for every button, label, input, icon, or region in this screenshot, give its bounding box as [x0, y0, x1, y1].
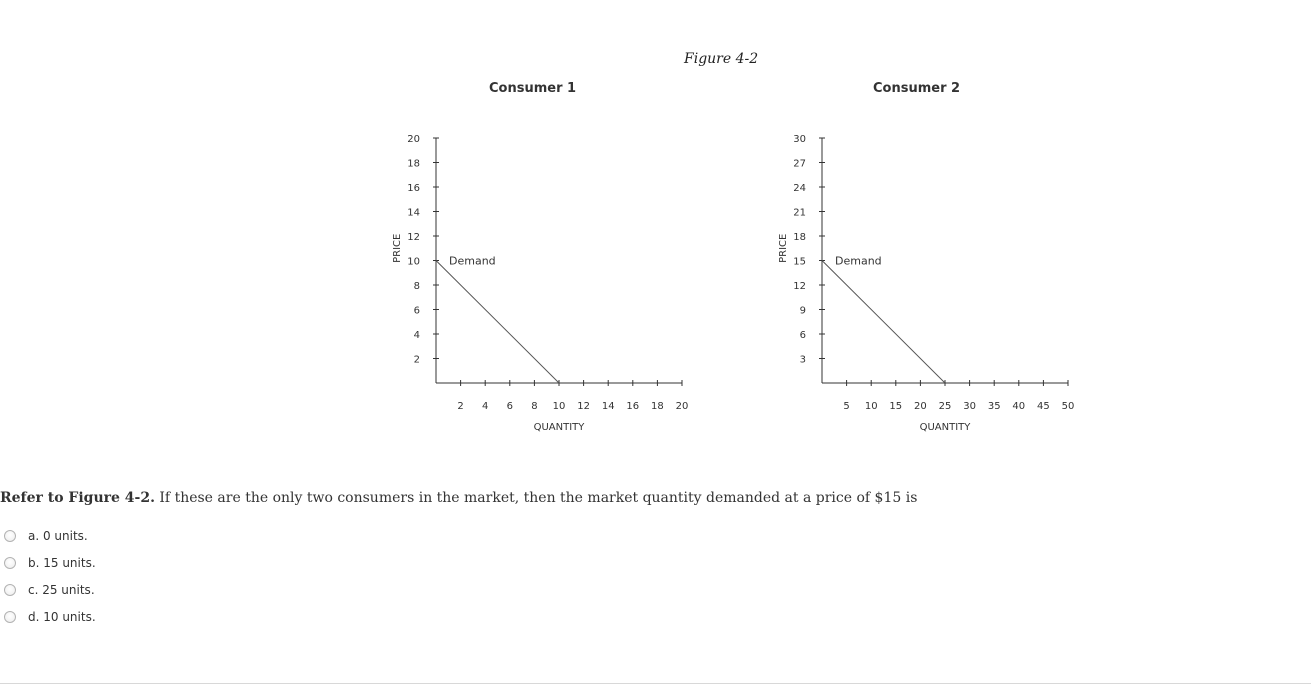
y-tick-label: 24	[793, 183, 806, 194]
demand-curve-label: Demand	[449, 254, 496, 268]
x-tick-label: 5	[843, 401, 850, 412]
x-axis-label: QUANTITY	[533, 422, 585, 433]
y-tick-label: 15	[793, 256, 806, 268]
radio-button-a[interactable]	[4, 530, 16, 542]
x-tick-label: 8	[531, 401, 538, 412]
question-figure-reference: Refer to Figure 4-2.	[0, 490, 155, 506]
x-tick-label: 20	[914, 401, 927, 412]
x-tick-label: 30	[963, 401, 976, 412]
x-tick-label: 35	[987, 401, 1001, 412]
footer-divider	[0, 683, 1311, 684]
y-tick-label: 20	[407, 134, 420, 145]
x-tick-label: 2	[457, 401, 464, 412]
x-tick-label: 14	[601, 401, 615, 412]
y-tick-label: 6	[799, 330, 806, 341]
x-tick-label: 4	[482, 401, 489, 412]
y-tick-label: 2	[413, 354, 420, 366]
y-tick-label: 6	[413, 305, 420, 317]
y-tick-label: 18	[793, 232, 806, 243]
y-tick-label: 16	[407, 183, 420, 194]
y-tick-label: 3	[799, 354, 806, 366]
x-tick-label: 16	[626, 401, 640, 412]
radio-button-b[interactable]	[4, 557, 16, 569]
demand-curve	[822, 261, 945, 384]
option-d-label: d. 10 units.	[28, 609, 96, 624]
x-tick-label: 10	[552, 401, 566, 412]
x-tick-label: 12	[577, 401, 590, 412]
y-tick-label: 14	[407, 207, 420, 219]
y-axis-label: PRICE	[778, 233, 789, 263]
x-axis-label: QUANTITY	[919, 422, 971, 433]
x-tick-label: 6	[506, 401, 513, 412]
option-a[interactable]	[4, 522, 96, 549]
demand-curve-label: Demand	[835, 254, 882, 268]
y-axis-label: PRICE	[392, 233, 403, 263]
option-a-label: a. 0 units.	[28, 528, 88, 543]
chart-title-consumer-2: Consumer 2	[873, 81, 961, 96]
option-c[interactable]	[4, 576, 96, 603]
y-tick-label: 27	[793, 158, 806, 170]
figure-title: Figure 4-2	[684, 51, 759, 67]
chart-title-consumer-1: Consumer 1	[489, 81, 577, 96]
question-text	[0, 490, 917, 506]
y-tick-label: 21	[793, 207, 806, 219]
x-tick-label: 10	[864, 401, 878, 412]
option-c-label: c. 25 units.	[28, 582, 95, 597]
option-b-label: b. 15 units.	[28, 555, 96, 570]
y-tick-label: 18	[407, 158, 420, 170]
y-tick-label: 12	[793, 281, 806, 292]
x-tick-label: 40	[1012, 401, 1026, 412]
y-tick-label: 12	[407, 232, 420, 243]
option-b[interactable]	[4, 549, 96, 576]
radio-button-d[interactable]	[4, 611, 16, 623]
x-tick-label: 45	[1037, 401, 1050, 412]
y-tick-label: 9	[799, 305, 806, 317]
x-tick-label: 15	[889, 401, 903, 412]
option-d[interactable]	[4, 603, 96, 630]
x-tick-label: 50	[1061, 401, 1075, 412]
radio-button-c[interactable]	[4, 584, 16, 596]
x-tick-label: 20	[675, 401, 689, 412]
answer-options	[4, 522, 96, 630]
x-tick-label: 18	[651, 401, 664, 412]
question-body: If these are the only two consumers in the market, then the market quantity demanded at a price of $15 is	[154, 490, 918, 506]
y-tick-label: 8	[413, 281, 420, 292]
y-tick-label: 30	[793, 134, 806, 145]
x-tick-label: 25	[938, 401, 952, 412]
y-tick-label: 10	[407, 256, 420, 268]
y-tick-label: 4	[413, 330, 420, 341]
